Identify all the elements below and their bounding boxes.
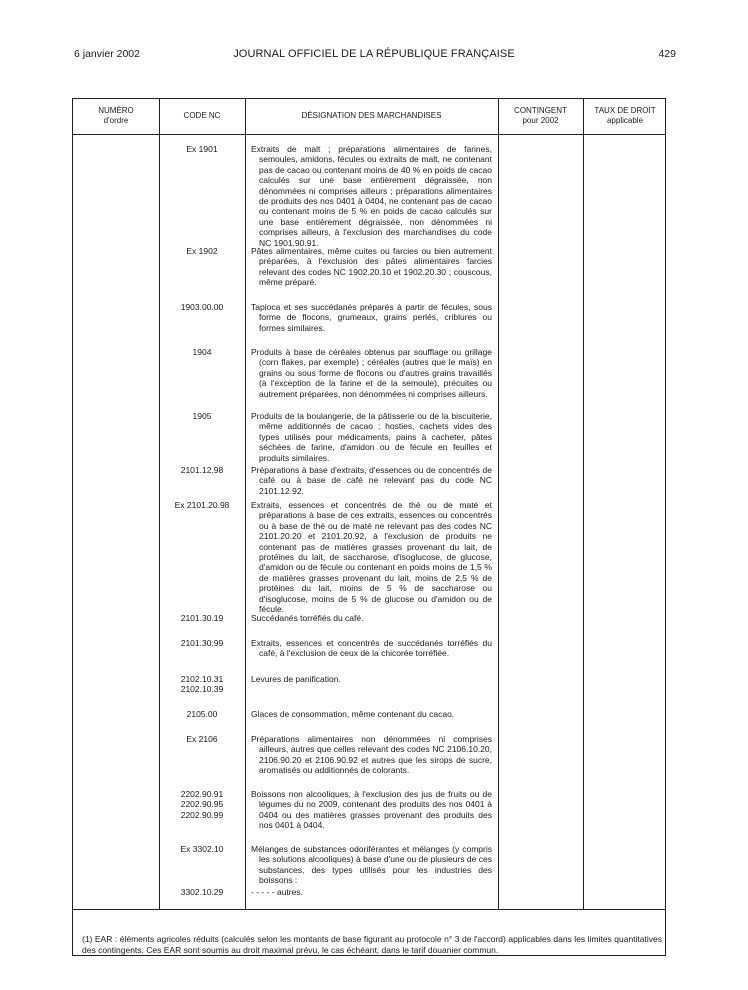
- footnote-frame-right: [665, 909, 666, 956]
- column-header-line: DÉSIGNATION DES MARCHANDISES: [301, 111, 442, 120]
- code-nc-cell: 2101.30.99: [180, 638, 224, 648]
- designation-cell: [251, 144, 492, 248]
- code-nc-cell: Ex 1902: [186, 246, 218, 256]
- designation-cell: [251, 465, 492, 496]
- designation-text: Extraits, essences et concentrés de succédanés torréfiés du café, à l'exclusion de ceux de la chicorée torréfiée.: [251, 638, 492, 659]
- designation-cell: [251, 844, 492, 886]
- designation-cell: [251, 302, 492, 333]
- header-divider: [73, 134, 665, 135]
- column-header-line: applicable: [606, 116, 644, 125]
- column-header-contingent: [498, 106, 583, 126]
- column-divider: [245, 99, 246, 909]
- designation-cell: [251, 500, 492, 614]
- footnote-frame-bottom: [72, 955, 666, 956]
- column-header-line: CONTINGENT: [514, 106, 567, 115]
- column-divider: [498, 99, 499, 909]
- code-nc-cell: 1905: [192, 411, 212, 421]
- tariff-table: [72, 98, 666, 910]
- header-date: 6 janvier 2002: [74, 48, 140, 60]
- code-nc-cell: 2101.30.19: [180, 613, 224, 623]
- designation-text: Extraits, essences et concentrés de thé ou de maté et préparations à base de ces extraits, essences ou concentrés ou à base de thé ou de maté ne relevant pas des codes NC 2101.20.20 et 2101.20.92, à l'exclusion de produits ne contenant pas de matières grasses provenant du lait, de protéines du lait, de saccharose, d'isoglucose, de glucose, d'amidon ou de fécule ou contenant en poids moins de 1,5 % de matières grasses provenant du lait, moins de 2,5 % de protéines du lait, moins de 5 % de saccharose ou d'isoglucose, moins de 5 % de glucose ou d'amidon ou de fécule.: [251, 500, 492, 615]
- code-nc-cell: 3302.10.29: [180, 887, 224, 897]
- code-nc-cell: 2202.90.91 2202.90.95 2202.90.99: [180, 789, 224, 820]
- designation-text: Glaces de consommation, même contenant du cacao.: [251, 709, 455, 719]
- column-divider: [583, 99, 584, 909]
- designation-cell: [251, 638, 492, 659]
- column-header-numero: [73, 106, 159, 126]
- designation-text: Succédanés torréfiés du café.: [251, 613, 364, 623]
- footnote-frame-left: [72, 909, 73, 956]
- code-nc-cell: 2105.00: [186, 709, 218, 719]
- designation-text: Pâtes alimentaires, même cuites ou farcies ou bien autrement préparées, à l'exclusion des pâtes alimentaires farcies relevant des codes NC 1902.20.10 et 1902.20.30 ; couscous, même préparé.: [251, 246, 492, 288]
- column-header-line: NUMÉRO: [98, 106, 134, 115]
- designation-text: Levures de panification.: [251, 674, 341, 684]
- column-header-line: pour 2002: [522, 116, 559, 125]
- designation-cell: [251, 789, 492, 831]
- header-title: JOURNAL OFFICIEL DE LA RÉPUBLIQUE FRANÇAISE: [233, 48, 515, 60]
- code-nc-cell: 1903.00.00: [180, 302, 224, 312]
- column-header-code-nc: [159, 111, 245, 121]
- designation-cell: [251, 674, 492, 684]
- designation-text: Mélanges de substances odoriférantes et mélanges (y compris les solutions alcooliques) à base d'une ou de plusieurs de ces substances, des types utilisés pour les industries des boissons :: [251, 844, 492, 886]
- code-nc-cell: 1904: [192, 347, 212, 357]
- column-header-line: CODE NC: [183, 111, 221, 120]
- designation-text: Extraits de malt ; préparations alimentaires de farines, semoules, amidons, fécules ou extraits de malt, ne contenant pas de cacao ou contenant moins de 40 % en poids de cacao calculés sur une base entièrement dégraissée, non dénommées ni comprises ailleurs ; préparations alimentaires de produits des nos 0401 à 0404, ne contenant pas de cacao ou contenant moins de 5 % en poids de cacao calculés sur une base entièrement dégraissée, non dénommées ni comprises ailleurs, à l'exclusion des marchandises du code NC 1901.90.91.: [251, 144, 492, 248]
- designation-text: Produits de la boulangerie, de la pâtisserie ou de la biscuiterie, même additionnés de cacao ; hosties, cachets vides des types utilisés pour médicaments, pains à cacheter, pâtes séchées de farine, d'amidon ou de fécule en feuilles et produits similaires.: [251, 411, 492, 463]
- designation-text: Boissons non alcooliques, à l'exclusion des jus de fruits ou de légumes du no 2009, contenant des produits des nos 0401 à 0404 ou des matières grasses provenant des produits des nos 0401 à 0404.: [251, 789, 492, 831]
- code-nc-cell: 2101.12.98: [180, 465, 224, 475]
- designation-text: - - - - - autres.: [251, 887, 303, 897]
- designation-cell: [251, 709, 492, 719]
- designation-cell: [251, 347, 492, 399]
- code-nc-cell: Ex 2101.20.98: [174, 500, 230, 510]
- designation-text: Produits à base de céréales obtenus par soufflage ou grillage (corn flakes, par exemple) ; céréales (autres que le maïs) en grains ou sous forme de flocons ou d'autres grains travaillés (à l'exception de la farine et de la semoule), précuites ou autrement préparées, non dénommées ni comprises ailleurs.: [251, 347, 492, 399]
- designation-text: Tapioca et ses succédanés préparés à partir de fécules, sous forme de flocons, grumeaux, grains perlés, criblures ou formes similaires.: [251, 302, 492, 333]
- column-header-designation: [245, 111, 498, 121]
- designation-cell: [251, 246, 492, 288]
- code-nc-cell: Ex 3302.10: [180, 844, 224, 854]
- column-header-line: TAUX DE DROIT: [594, 106, 656, 115]
- footnote: (1) EAR : éléments agricoles réduits (calculés selon les montants de base figurant au protocole n° 3 de l'accord) applicables dans les limites quantitatives des contingents. Ces EAR sont soumis au droit maximal prévu, le cas échéant, dans le tarif douanier commun.: [82, 934, 662, 955]
- code-nc-cell: Ex 2106: [186, 734, 218, 744]
- designation-text: Préparations alimentaires non dénommées ni comprises ailleurs, autres que celles relevant des codes NC 2106.10.20, 2106.90.20 et 2106.90.92 et autres que les sirops de sucre, aromatisés ou additionnés de colorants.: [251, 734, 492, 776]
- designation-cell: [251, 887, 492, 897]
- code-nc-cell: 2102.10.31 2102.10.39: [180, 674, 224, 695]
- designation-text: Préparations à base d'extraits, d'essences ou de concentrés de café ou à base de café ne relevant pas du code NC 2101.12.92.: [251, 465, 492, 496]
- page-number: 429: [658, 48, 676, 60]
- column-header-line: d'ordre: [103, 116, 129, 125]
- designation-cell: [251, 411, 492, 463]
- column-header-taux: [583, 106, 667, 126]
- code-nc-cell: Ex 1901: [186, 144, 218, 154]
- designation-cell: [251, 613, 492, 623]
- designation-cell: [251, 734, 492, 776]
